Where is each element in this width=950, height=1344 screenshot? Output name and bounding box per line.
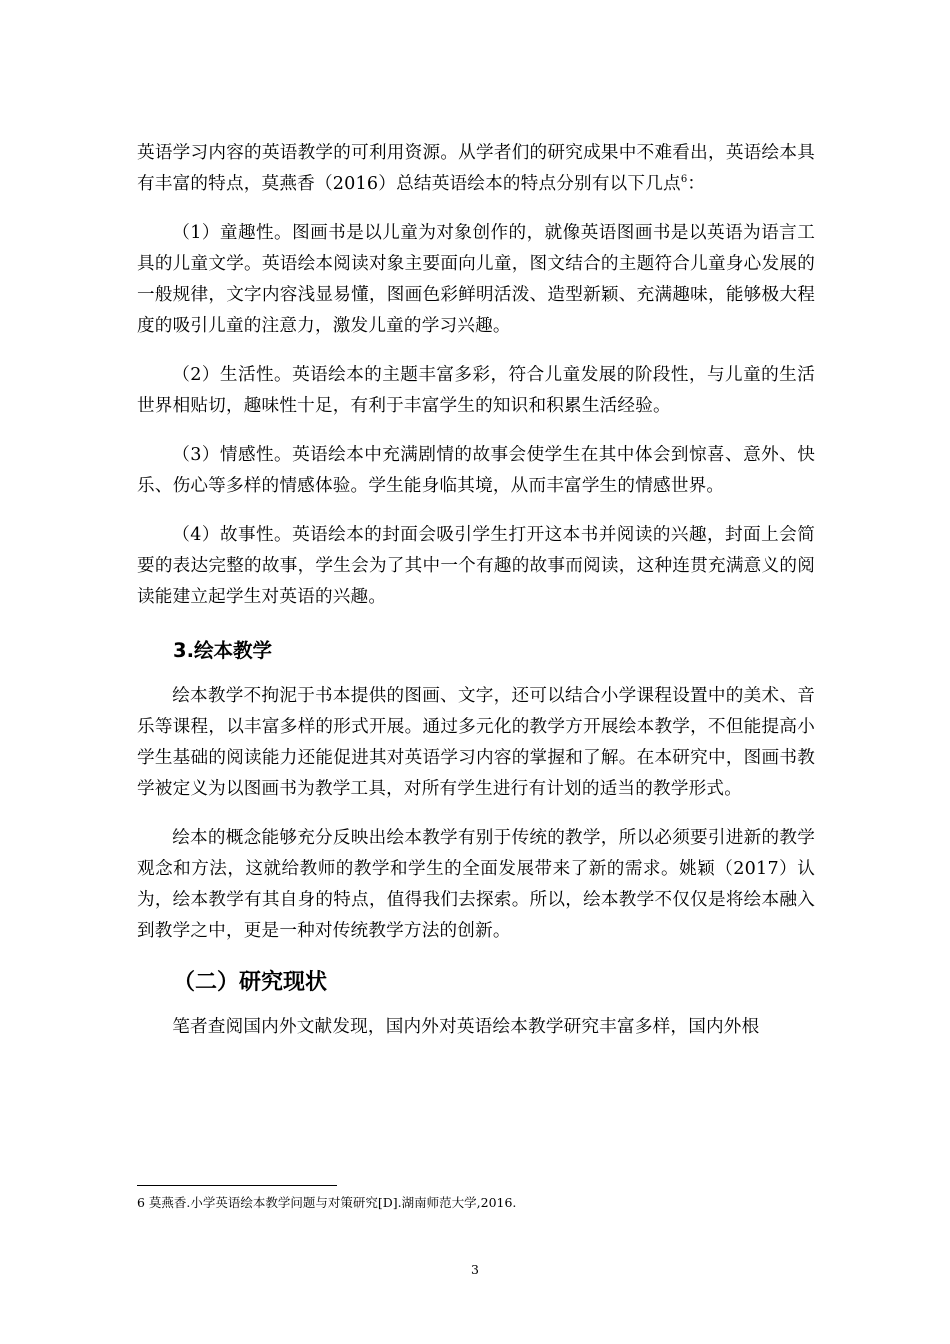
- paragraph-research-status: 笔者查阅国内外文献发现，国内外对英语绘本教学研究丰富多样，国内外根: [172, 1017, 760, 1037]
- footnote: 6 莫燕香.小学英语绘本教学问题与对策研究[D].湖南师范大学,2016.: [137, 1195, 517, 1210]
- paragraph-teaching-1: 绘本教学不拘泥于书本提供的图画、文字，还可以结合小学课程设置中的美术、音乐等课程，以丰富多样的形式开展。通过多元化的教学方开展绘本教学，不但能提高小学生基础的阅读能力还能促进其对英语学习内容的掌握和了解。在本研究中，图画书教学被定义为以图画书为教学工具，对所有学生进行有计划的适当的教学形式。: [137, 686, 815, 799]
- footnote-divider: [137, 1185, 337, 1186]
- paragraph-continuation: 英语学习内容的英语教学的可利用资源。从学者们的研究成果中不难看出，英语绘本具有丰富的特点，莫燕香（2016）总结英语绘本的特点分别有以下几点$^6$：: [137, 143, 815, 194]
- paragraph-teaching-2: 绘本的概念能够充分反映出绘本教学有别于传统的教学，所以必须要引进新的教学观念和方法，这就给教师的教学和学生的全面发展带来了新的需求。姚颖（2017）认为，绘本教学有其自身的特点，值得我们去探索。所以，绘本教学不仅仅是将绘本融入到教学之中，更是一种对传统教学方法的创新。: [137, 828, 815, 941]
- paragraph-life: （2）生活性。英语绘本的主题丰富多彩，符合儿童发展的阶段性，与儿童的生活世界相贴切，趣味性十足，有利于丰富学生的知识和积累生活经验。: [137, 365, 815, 416]
- paragraph-emotion: （3）情感性。英语绘本中充满剧情的故事会使学生在其中体会到惊喜、意外、快乐、伤心等多样的情感体验。学生能身临其境，从而丰富学生的情感世界。: [137, 445, 815, 496]
- heading-research-status: （二）研究现状: [173, 970, 328, 995]
- heading-picture-book-teaching: 3.绘本教学: [173, 639, 272, 662]
- paragraph-story: （4）故事性。英语绘本的封面会吸引学生打开这本书并阅读的兴趣，封面上会简要的表达完整的故事，学生会为了其中一个有趣的故事而阅读，这种连贯充满意义的阅读能建立起学生对英语的兴趣。: [137, 525, 815, 607]
- page-content: [137, 138, 815, 1061]
- paragraph-childlike: （1）童趣性。图画书是以儿童为对象创作的，就像英语图画书是以英语为语言工具的儿童文学。英语绘本阅读对象主要面向儿童，图文结合的主题符合儿童身心发展的一般规律，文字内容浅显易懂，图画色彩鲜明活泼、造型新颖、充满趣味，能够极大程度的吸引儿童的注意力，激发儿童的学习兴趣。: [137, 223, 815, 336]
- page-number: 3: [471, 1262, 479, 1277]
- footnote-ref[interactable]: 6: [680, 174, 688, 186]
